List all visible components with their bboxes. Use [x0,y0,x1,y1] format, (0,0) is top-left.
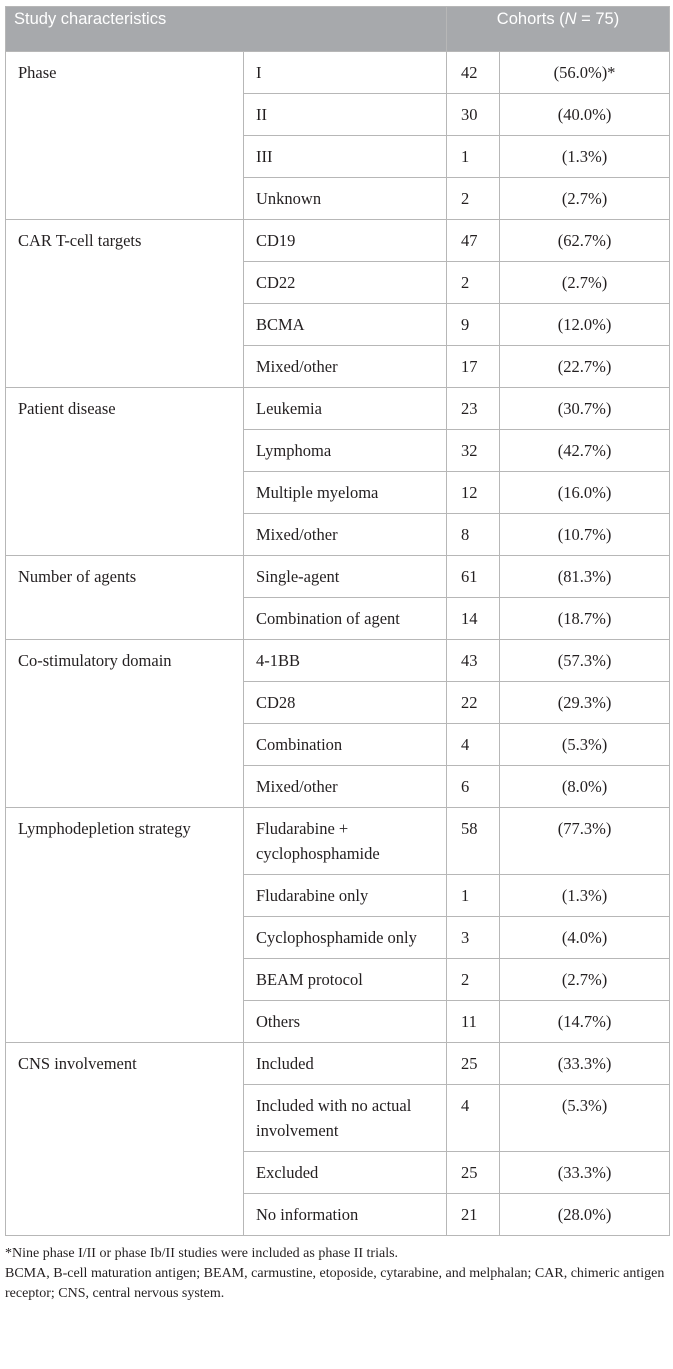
category-cell: CAR T-cell targets [6,220,244,388]
subcategory-cell: BEAM protocol [244,959,447,1001]
subcategory-cell: Fludarabine + cyclophosphamide [244,808,447,875]
subcategory-cell: Included with no actual involvement [244,1085,447,1152]
count-cell: 8 [447,514,500,556]
count-cell: 1 [447,136,500,178]
count-cell: 6 [447,766,500,808]
percent-cell: (5.3%) [500,724,670,766]
percent-cell: (22.7%) [500,346,670,388]
category-cell: CNS involvement [6,1043,244,1236]
percent-cell: (4.0%) [500,917,670,959]
count-cell: 11 [447,1001,500,1043]
count-cell: 23 [447,388,500,430]
subcategory-cell: CD19 [244,220,447,262]
count-cell: 25 [447,1043,500,1085]
percent-cell: (40.0%) [500,94,670,136]
subcategory-cell: CD22 [244,262,447,304]
subcategory-cell: Excluded [244,1152,447,1194]
subcategory-cell: Leukemia [244,388,447,430]
subcategory-cell: Mixed/other [244,346,447,388]
percent-cell: (42.7%) [500,430,670,472]
subcategory-cell: Mixed/other [244,766,447,808]
percent-cell: (1.3%) [500,136,670,178]
count-cell: 42 [447,52,500,94]
percent-cell: (10.7%) [500,514,670,556]
count-cell: 21 [447,1194,500,1236]
footnote-star: *Nine phase I/II or phase Ib/II studies were included as phase II trials. [5,1246,399,1261]
count-cell: 2 [447,262,500,304]
subcategory-cell: Cyclophosphamide only [244,917,447,959]
count-cell: 17 [447,346,500,388]
table-row [6,808,670,875]
count-cell: 2 [447,959,500,1001]
count-cell: 4 [447,724,500,766]
count-cell: 61 [447,556,500,598]
percent-cell: (30.7%) [500,388,670,430]
percent-cell: (8.0%) [500,766,670,808]
category-cell: Lymphodepletion strategy [6,808,244,1043]
count-cell: 47 [447,220,500,262]
subcategory-cell: Lymphoma [244,430,447,472]
table-body [6,52,670,1236]
subcategory-cell: Mixed/other [244,514,447,556]
subcategory-cell: CD28 [244,682,447,724]
subcategory-cell: Multiple myeloma [244,472,447,514]
percent-cell: (33.3%) [500,1152,670,1194]
subcategory-cell: No information [244,1194,447,1236]
table-row [6,640,670,682]
subcategory-cell: 4-1BB [244,640,447,682]
table-row [6,388,670,430]
table-row [6,556,670,598]
footnote-abbreviations: BCMA, B-cell maturation antigen; BEAM, carmustine, etoposide, cytarabine, and melphalan; CAR, chimeric antigen receptor; CNS, central nervous system. [5,1266,665,1301]
percent-cell: (2.7%) [500,262,670,304]
count-cell: 1 [447,875,500,917]
count-cell: 30 [447,94,500,136]
category-cell: Phase [6,52,244,220]
subcategory-cell: Included [244,1043,447,1085]
percent-cell: (28.0%) [500,1194,670,1236]
count-cell: 43 [447,640,500,682]
subcategory-cell: BCMA [244,304,447,346]
subcategory-cell: Others [244,1001,447,1043]
category-cell: Patient disease [6,388,244,556]
subcategory-cell: Unknown [244,178,447,220]
percent-cell: (5.3%) [500,1085,670,1152]
table-row [6,1043,670,1085]
table-row [6,52,670,94]
subcategory-cell: Combination [244,724,447,766]
percent-cell: (81.3%) [500,556,670,598]
subcategory-cell: III [244,136,447,178]
count-cell: 58 [447,808,500,875]
subcategory-cell: I [244,52,447,94]
table-header-row [6,7,670,52]
percent-cell: (57.3%) [500,640,670,682]
header-cohorts-n: N [564,10,577,28]
percent-cell: (33.3%) [500,1043,670,1085]
subcategory-cell: Fludarabine only [244,875,447,917]
percent-cell: (16.0%) [500,472,670,514]
count-cell: 9 [447,304,500,346]
count-cell: 25 [447,1152,500,1194]
count-cell: 3 [447,917,500,959]
percent-cell: (12.0%) [500,304,670,346]
header-cohorts-prefix: Cohorts ( [496,10,565,28]
percent-cell: (29.3%) [500,682,670,724]
subcategory-cell: II [244,94,447,136]
count-cell: 4 [447,1085,500,1152]
subcategory-cell: Combination of agent [244,598,447,640]
category-cell: Co-stimulatory domain [6,640,244,808]
count-cell: 32 [447,430,500,472]
count-cell: 2 [447,178,500,220]
percent-cell: (56.0%)* [500,52,670,94]
percent-cell: (14.7%) [500,1001,670,1043]
table-row [6,220,670,262]
percent-cell: (77.3%) [500,808,670,875]
percent-cell: (18.7%) [500,598,670,640]
percent-cell: (62.7%) [500,220,670,262]
header-cohorts [447,7,670,52]
percent-cell: (1.3%) [500,875,670,917]
subcategory-cell: Single-agent [244,556,447,598]
count-cell: 12 [447,472,500,514]
header-cohorts-suffix: = 75) [576,10,620,28]
table-footnotes [5,1244,669,1304]
percent-cell: (2.7%) [500,959,670,1001]
study-characteristics-table [5,6,670,1236]
header-study-characteristics: Study characteristics [6,7,447,52]
category-cell: Number of agents [6,556,244,640]
count-cell: 14 [447,598,500,640]
percent-cell: (2.7%) [500,178,670,220]
count-cell: 22 [447,682,500,724]
